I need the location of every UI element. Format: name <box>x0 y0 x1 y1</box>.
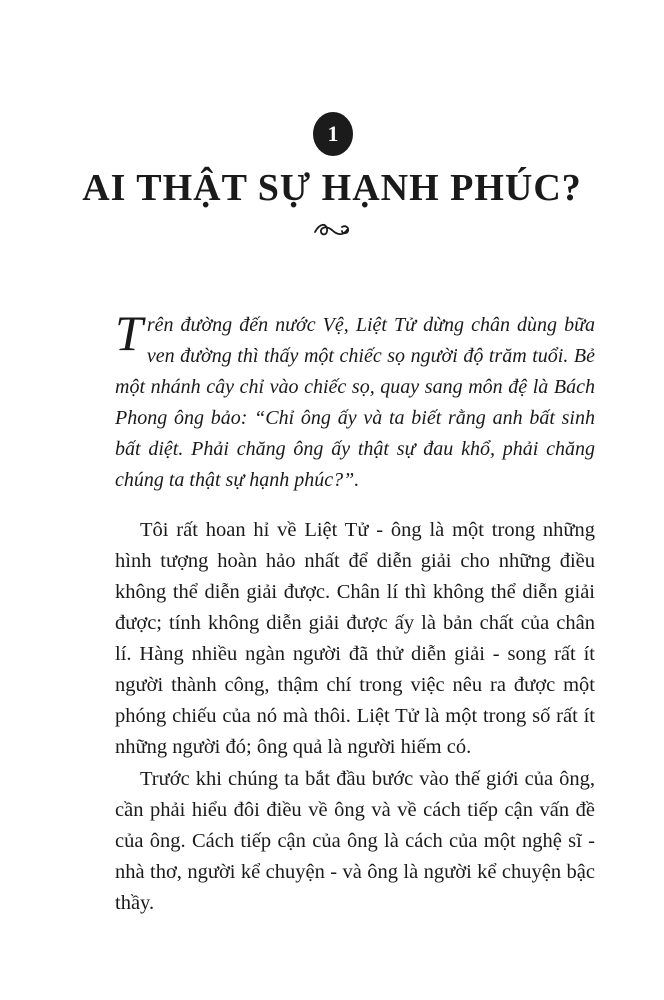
dropcap-letter: T <box>115 305 143 361</box>
intro-text: rên đường đến nước Vệ, Liệt Tử dừng chân dùng bữa ven đường thì thấy một chiếc sọ người độ trăm tuổi. Bẻ một nhánh cây chỉ vào chiếc sọ, quay sang môn đệ là Bách Phong ông bảo: “Chỉ ông ấy và ta biết rằng anh bất sinh bất diệt. Phải chăng ông ấy thật sự đau khổ, phải chăng chúng ta thật sự hạnh phúc?”. <box>115 314 595 491</box>
body-paragraph: Tôi rất hoan hỉ về Liệt Tử - ông là một trong những hình tượng hoàn hảo nhất để diễn giải cho những điều không thể diễn giải được. Chân lí thì không thể diễn giải được; tính không diễn giải được ấy là bản chất của chân lí. Hàng nhiều ngàn người đã thử diễn giải - song rất ít người thành công, thậm chí trong việc nêu ra được một phóng chiếu của nó mà thôi. Liệt Tử là một trong số rất ít những người đó; ông quả là người hiếm có. <box>115 519 595 758</box>
body-paragraph: Trước khi chúng ta bắt đầu bước vào thế giới của ông, cần phải hiểu đôi điều về ông và về cách tiếp cận vấn đề của ông. Cách tiếp cận của ông là cách của một nghệ sĩ - nhà thơ, người kể chuyện - và ông là người kể chuyện bậc thầy. <box>115 768 595 914</box>
intro-paragraph <box>115 305 595 496</box>
flourish-ornament-icon <box>312 219 352 241</box>
chapter-title: AI THẬT SỰ HẠNH PHÚC? <box>82 167 582 209</box>
chapter-number-badge: 1 <box>313 112 353 156</box>
